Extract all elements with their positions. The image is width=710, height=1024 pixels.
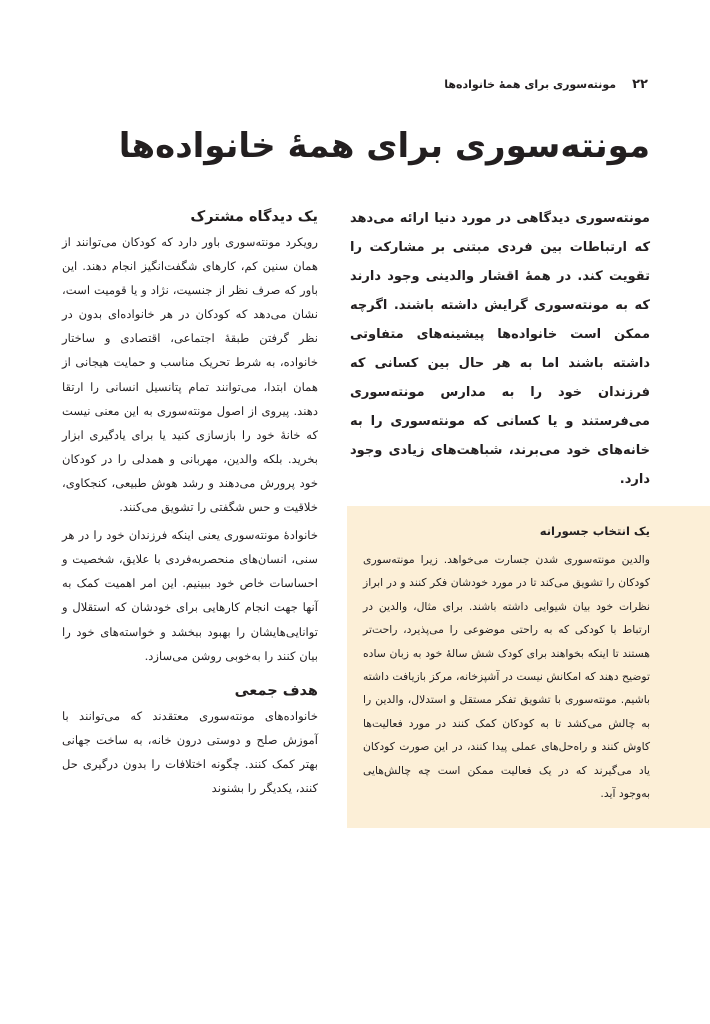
body-paragraph: خانواده‌های مونته‌سوری معتقدند که می‌توانند با آموزش صلح و دوستی درون خانه، به ساخت جهانی بهتر کمک کنند. چگونه اختلافات را بدون درگیری حل کنند، یکدیگر را بشنوند [62,708,318,795]
lead-paragraph: مونته‌سوری دیدگاهی در مورد دنیا ارائه می‌دهد که ارتباطات بین فردی مبتنی بر مشارکت را تقویت کند. در همهٔ اقشار والدینی وجود دارند که به مونته‌سوری گرایش داشته باشند. اگرچه ممکن است خانواده‌ها پیشینه‌های متفاوتی داشته باشند اما به هر حال بین کسانی که فرزندان خود را به مدارس مونته‌سوری می‌فرستند و یا کسانی که مونته‌سوری را به خانه‌های خود می‌برند، شباهت‌های زیادی وجود دارد. [350,211,650,487]
sidebar-title: یک انتخاب جسورانه [539,524,650,538]
page-number: ۲۲ [632,76,648,92]
running-head-title: مونته‌سوری برای همهٔ خانواده‌ها [444,77,617,91]
right-column [350,204,650,494]
body-paragraph: رویکرد مونته‌سوری باور دارد که کودکان می‌توانند از همان سنین کم، کارهای شگفت‌انگیز انجام دهند. این باور که صرف نظر از جنسیت، نژاد و یا قومیت است، نشان می‌دهد که کودکان در هر خانواده‌ای بدون در نظر گرفتن طبقهٔ اجتماعی، اقتصادی و ساختار خانواده، به شرط تحریک مناسب و حمایت هیجانی از همان ابتدا، می‌توانند تمام پتانسیل انسانی را ارتقا دهند. پیروی از اصول مونته‌سوری به این معنی نیست که خانهٔ خود را بازسازی کنید یا برای یادگیری ابزار بخرید. بلکه والدین، مهربانی و همدلی را در کودکان خود پرورش می‌دهند و رشد هوش طبیعی، کنجکاوی، خلاقیت و حس شگفتی را تشویق می‌کنند. [62,235,318,515]
body-paragraph: خانوادهٔ مونته‌سوری یعنی اینکه فرزندان خود را در هر سنی، انسان‌های منحصربه‌فردی با علایق، شخصیت و احساسات خاص خود ببینیم. این امر اهمیت کمک به آنها جهت انجام کارهایی برای خودشان که استقلال و توانایی‌هایشان را بهبود ببخشد و خواسته‌های خود را بیان کنند را به‌خوبی روشن می‌سازد. [62,528,318,663]
page-title: مونته‌سوری برای همهٔ خانواده‌ها [118,126,650,166]
sidebar-box [347,506,710,828]
running-head [62,74,648,94]
section-heading-shared-view: یک دیدگاه مشترک [190,209,318,225]
left-column [62,204,318,800]
sidebar-body: والدین مونته‌سوری شدن جسارت می‌خواهد. زیرا مونته‌سوری کودکان را تشویق می‌کند تا در مورد خودشان فکر کنند و در ابراز نظرات خود بیان شیوایی داشته باشند. برای مثال، والدین در ارتباط با کودکی که به راحتی موضوعی را می‌پذیرد، راحت‌تر هستند تا اینکه بخواهند برای کودک شش سالهٔ خود به زبان ساده توضیح دهند که امکانش نیست در آشپزخانه، مرکز بازیافت داشته باشیم. مونته‌سوری با تشویق تفکر مستقل و استدلال، والدین را به چالش می‌کشد تا به کودکان کمک کنند در مورد فعالیت‌ها کاوش کنند و راه‌حل‌های عملی پیدا کنند، در این صورت کودکان یاد می‌گیرند که در یک فعالیت ممکن است چه چالش‌هایی به‌وجود آید. [363,553,650,801]
section-heading-collective-goal: هدف جمعی [234,682,318,699]
